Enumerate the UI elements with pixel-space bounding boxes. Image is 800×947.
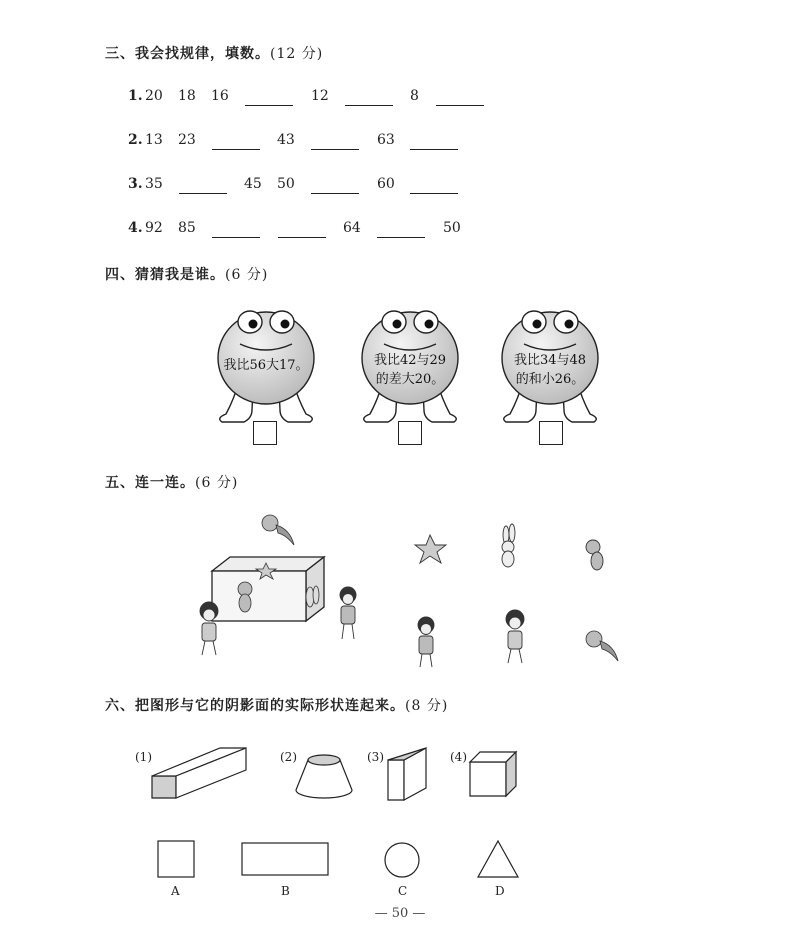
question-1: [0, 88, 800, 108]
section-5-title-text: 五、连一连。: [105, 475, 195, 491]
boy-by-box: [340, 587, 356, 639]
clue-line: 我比34与48: [513, 353, 587, 368]
clue-line: 我比56大17。: [223, 358, 309, 373]
sequence-value: 20: [145, 88, 163, 104]
boy-view: [418, 617, 434, 667]
clue-line: 的差大20。: [375, 372, 445, 387]
section-6-title: [105, 695, 448, 715]
answer-blank[interactable]: [278, 237, 326, 238]
sequence-value: 13: [145, 132, 163, 148]
rabbit-view: [502, 524, 515, 567]
sequence-value: 43: [277, 132, 295, 148]
answer-blank[interactable]: [245, 105, 293, 106]
sequence-value: 35: [145, 176, 163, 192]
sequence-value: 45: [244, 176, 262, 192]
triangular-prism: [388, 748, 426, 800]
solids-illustration: [140, 740, 540, 810]
monster-3-speech: [500, 351, 600, 389]
section-4-points: (6 分): [225, 267, 269, 283]
answer-blank[interactable]: [377, 237, 425, 238]
solid-label-3: (3): [367, 750, 384, 764]
sequence-value: 85: [178, 220, 196, 236]
answer-blank[interactable]: [311, 193, 359, 194]
answer-blank[interactable]: [410, 149, 458, 150]
solid-label-4: (4): [450, 750, 467, 764]
sequence-value: 18: [178, 88, 196, 104]
answer-box-1[interactable]: [253, 421, 277, 445]
section-6-points: (8 分): [405, 698, 449, 714]
square-shape[interactable]: [158, 841, 194, 877]
section-6-title-text: 六、把图形与它的阴影面的实际形状连起来。: [105, 698, 405, 714]
page-number: — 50 —: [374, 906, 426, 921]
answer-blank[interactable]: [410, 193, 458, 194]
shape-label-a: A: [171, 884, 180, 898]
clue-line: 的和小26。: [515, 372, 585, 387]
sequence-value: 63: [377, 132, 395, 148]
rectangle-shape[interactable]: [242, 843, 328, 875]
sequence-value: 16: [211, 88, 229, 104]
question-2: [0, 132, 800, 152]
answer-box-2[interactable]: [398, 421, 422, 445]
rabbit-in-box: [306, 586, 319, 607]
answer-blank[interactable]: [345, 105, 393, 106]
question-number: 2.: [128, 132, 143, 148]
section-3-title-text: 三、我会找规律，填数。: [105, 46, 270, 62]
shape-label-b: B: [281, 884, 290, 898]
question-3: [0, 176, 800, 196]
section-3-points: (12 分): [270, 46, 324, 62]
answer-blank[interactable]: [179, 193, 227, 194]
sequence-value: 50: [277, 176, 295, 192]
shapes-illustration: [150, 835, 530, 885]
frustum: [296, 755, 352, 798]
answer-blank[interactable]: [436, 105, 484, 106]
sequence-value: 50: [443, 220, 461, 236]
answer-box-3[interactable]: [539, 421, 563, 445]
sequence-value: 12: [311, 88, 329, 104]
matching-illustration: [190, 505, 630, 675]
long-prism: [152, 748, 246, 798]
monkey-in-box: [238, 582, 252, 612]
question-number: 4.: [128, 220, 143, 236]
monster-1-speech: [216, 356, 316, 375]
sequence-value: 92: [145, 220, 163, 236]
answer-blank[interactable]: [212, 149, 260, 150]
monster-2-speech: [360, 351, 460, 389]
sequence-value: 8: [410, 88, 419, 104]
bird-above-box: [262, 515, 294, 545]
bird-view: [586, 631, 618, 661]
sequence-value: 23: [178, 132, 196, 148]
sequence-value: 64: [343, 220, 361, 236]
solid-label-2: (2): [280, 750, 297, 764]
shape-label-d: D: [495, 884, 505, 898]
section-4-title-text: 四、猜猜我是谁。: [105, 267, 225, 283]
cube: [470, 752, 516, 796]
answer-blank[interactable]: [212, 237, 260, 238]
section-5-points: (6 分): [195, 475, 239, 491]
section-4-title: [105, 264, 268, 284]
solid-label-1: (1): [135, 750, 152, 764]
clue-line: 我比42与29: [373, 353, 447, 368]
sequence-value: 60: [377, 176, 395, 192]
question-number: 1.: [128, 88, 143, 104]
question-number: 3.: [128, 176, 143, 192]
question-4: [0, 220, 800, 240]
triangle-shape[interactable]: [478, 841, 518, 877]
answer-blank[interactable]: [311, 149, 359, 150]
star-view: [415, 535, 446, 563]
monkey-view: [586, 540, 603, 570]
girl-left: [200, 602, 218, 655]
section-3-title: [105, 43, 323, 63]
girl-view: [506, 610, 524, 663]
shape-label-c: C: [398, 884, 408, 898]
circle-shape[interactable]: [385, 843, 419, 877]
section-5-title: [105, 472, 238, 492]
